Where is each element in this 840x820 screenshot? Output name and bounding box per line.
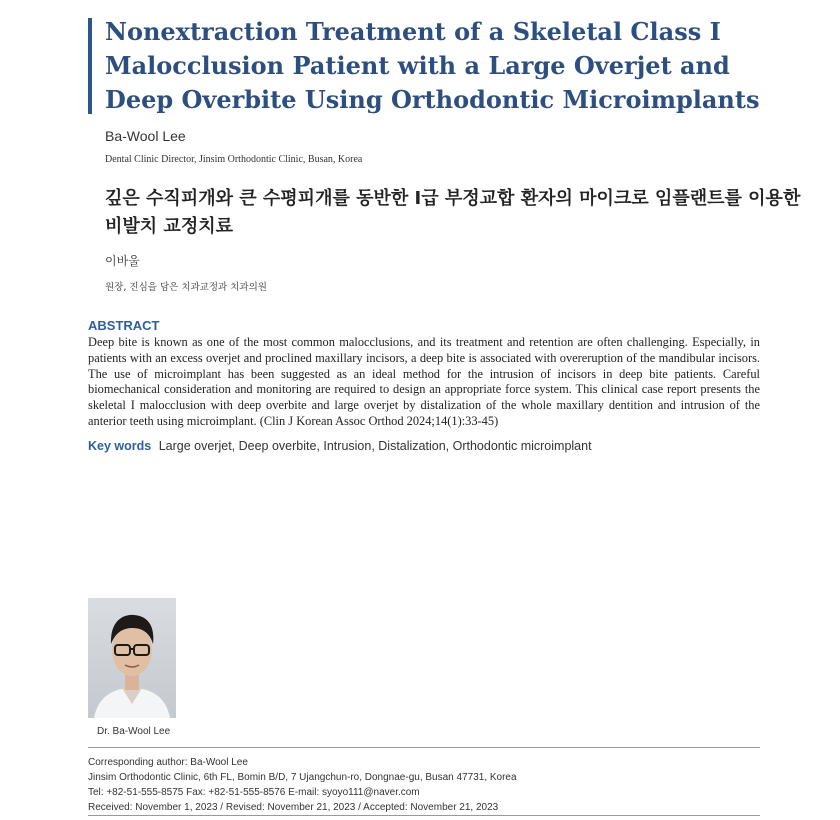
correspondence-block [88, 755, 760, 815]
korean-author-name: 이바울 [105, 254, 140, 268]
paper-title: Nonextraction Treatment of a Skeletal Class I Malocclusion Patient with a Large Overjet and Deep Overbite Using Orthodontic Microimplants [105, 17, 760, 114]
abstract-text: Deep bite is known as one of the most common malocclusions, and its treatment and retention are often challenging. Especially, in patients with an excess overjet and proclined maxillary incisors, a deep bite is associated with overeruption of the mandibular incisors. The use of microimplant has been suggested as an ideal method for the intrusion of incisors in deep bite patients. Careful biomechanical consideration and monitoring are required to design an appropriate force system. This clinical case report presents the skeletal I malocclusion with deep overbite and large overjet by distalization of the whole maxillary dentition and intrusion of the anterior teeth using microimplant. (Clin J Korean Assoc Orthod 2024;14(1):33-45) [88, 335, 760, 428]
korean-title: 깊은 수직피개와 큰 수평피개를 동반한 I급 부정교합 환자의 마이크로 임플랜트를 이용한 비발치 교정치료 [105, 188, 801, 237]
divider-top [88, 747, 760, 748]
address: Jinsim Orthodontic Clinic, 6th FL, Bomin B/D, 7 Ujangchun-ro, Dongnae-gu, Busan 47731, Korea [88, 772, 517, 783]
title-accent-bar [88, 18, 92, 114]
received-dates: Received: November 1, 2023 / Revised: November 21, 2023 / Accepted: November 21, 2023 [88, 802, 499, 813]
abstract-heading: ABSTRACT [88, 318, 160, 333]
korean-affiliation: 원장, 진심을 담은 치과교정과 치과의원 [105, 282, 267, 293]
contact-info: Tel: +82-51-555-8575 Fax: +82-51-555-8576 E-mail: syoyo111@naver.com [88, 787, 420, 798]
keywords-list: Large overjet, Deep overbite, Intrusion, Distalization, Orthodontic microimplant [158, 439, 592, 453]
author-portrait-image [88, 598, 176, 718]
photo-caption: Dr. Ba-Wool Lee [97, 726, 171, 737]
author-affiliation: Dental Clinic Director, Jinsim Orthodontic Clinic, Busan, Korea [105, 154, 363, 165]
keywords [88, 439, 592, 453]
author-photo [88, 598, 176, 718]
author-name: Ba-Wool Lee [105, 128, 186, 144]
corresponding-author: Corresponding author: Ba-Wool Lee [88, 757, 248, 768]
keywords-label: Key words [88, 439, 152, 453]
divider-bottom [88, 815, 760, 816]
